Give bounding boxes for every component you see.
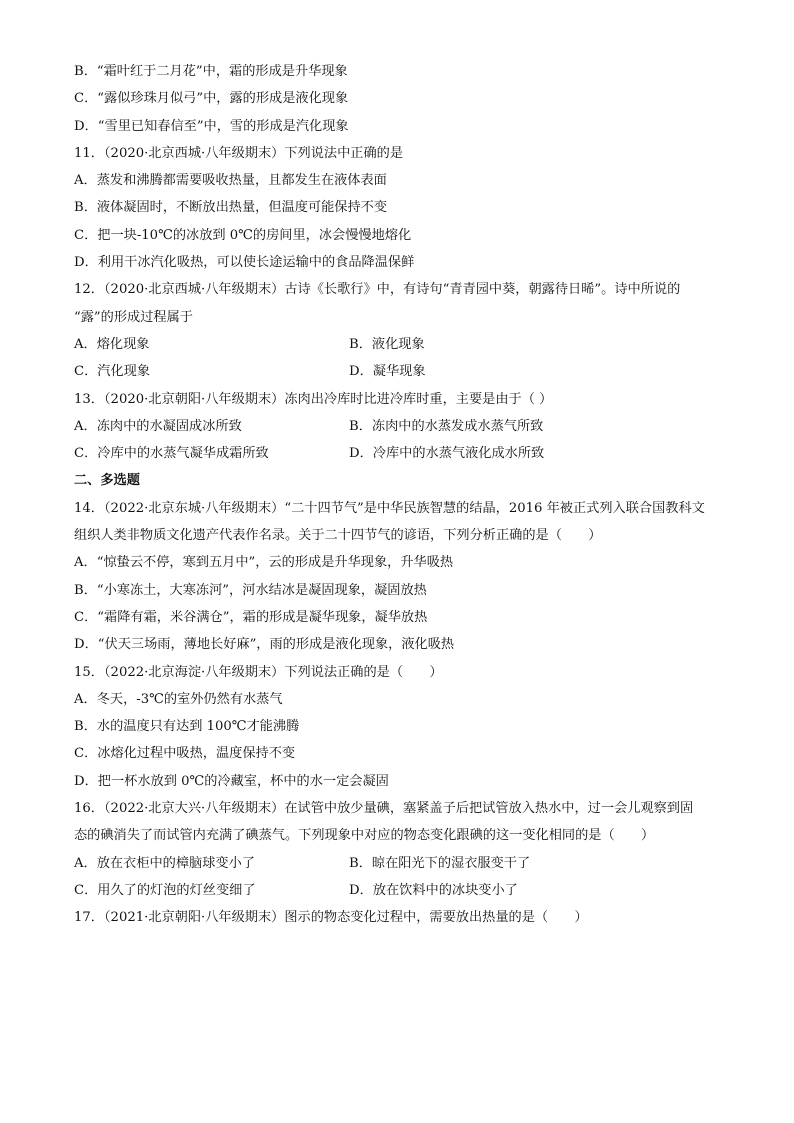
q11-option-d: D．利用干冰汽化吸热，可以使长途运输中的食品降温保鲜	[74, 255, 415, 271]
q12-option-c: C．汽化现象	[74, 364, 151, 380]
q15-option-d: D．把一杯水放到 0℃的冷藏室，杯中的水一定会凝固	[74, 773, 389, 789]
q13-option-d: D．冷库中的水蒸气液化成水所致	[349, 446, 545, 462]
q15-option-c: C．冰熔化过程中吸热，温度保持不变	[74, 746, 296, 762]
q16-option-c: C．用久了的灯泡的灯丝变细了	[74, 882, 256, 898]
q16-option-b: B．晾在阳光下的湿衣服变干了	[349, 855, 531, 871]
q12-options-row2	[74, 358, 734, 385]
q16-stem-line1: 16．（2022·北京大兴·八年级期末）在试管中放少量碘，塞紧盖子后把试管放入热水中，过一会儿观察到固	[74, 801, 694, 817]
q12-stem-line1: 12．（2020·北京西城·八年级期末）古诗《长歌行》中，有诗句“青青园中葵，朝露待日晞”。诗中所说的	[74, 282, 681, 298]
q13-option-a: A．冻肉中的水凝固成冰所致	[74, 418, 242, 434]
q11-option-c: C．把一块-10℃的冰放到 0℃的房间里，冰会慢慢地熔化	[74, 227, 412, 243]
q12-options-row1	[74, 331, 734, 358]
q10-option-d: D．“雪里已知春信至”中，雪的形成是汽化现象	[74, 118, 349, 134]
q14-option-b: B．“小寒冻土，大寒冻河”，河水结冰是凝固现象，凝固放热	[74, 582, 427, 598]
q16-options-row2	[74, 877, 734, 904]
q14-option-a: A．“惊蛰云不停，寒到五月中”，云的形成是升华现象，升华吸热	[74, 555, 454, 571]
q13-option-b: B．冻肉中的水蒸发成水蒸气所致	[349, 418, 544, 434]
q13-stem: 13．（2020·北京朝阳·八年级期末）冻肉出冷库时比进冷库时重，主要是由于（ ）	[74, 391, 553, 407]
q12-stem-line2: “露”的形成过程属于	[74, 309, 193, 325]
q15-option-b: B．水的温度只有达到 100℃才能沸腾	[74, 719, 300, 735]
q14-option-d: D．“伏天三场雨，薄地长好麻”，雨的形成是液化现象，液化吸热	[74, 637, 455, 653]
q16-option-d: D．放在饮料中的冰块变小了	[349, 882, 518, 898]
q15-option-a: A．冬天，-3℃的室外仍然有水蒸气	[74, 691, 283, 707]
q10-option-b: B．“霜叶红于二月花”中，霜的形成是升华现象	[74, 64, 348, 79]
q11-option-a: A．蒸发和沸腾都需要吸收热量，且都发生在液体表面	[74, 173, 387, 189]
q16-options-row1	[74, 850, 734, 877]
q13-options-row2	[74, 440, 734, 467]
q16-option-a: A．放在衣柜中的樟脑球变小了	[74, 855, 255, 871]
q12-option-b: B．液化现象	[349, 336, 425, 352]
q15-stem: 15．（2022·北京海淀·八年级期末）下列说法正确的是（ ）	[74, 664, 443, 680]
q13-option-c: C．冷库中的水蒸气凝华成霜所致	[74, 446, 269, 462]
q16-stem-line2: 态的碘消失了而试管内充满了碘蒸气。下列现象中对应的物态变化跟碘的这一变化相同的是（ ）	[74, 828, 655, 844]
section-title: 二、多选题	[74, 473, 140, 489]
worksheet-page	[74, 58, 734, 932]
q14-stem-line1: 14．（2022·北京东城·八年级期末）“二十四节气”是中华民族智慧的结晶，2016 年被正式列入联合国教科文	[74, 500, 705, 516]
q11-option-b: B．液体凝固时，不断放出热量，但温度可能保持不变	[74, 200, 388, 216]
q17-stem: 17．（2021·北京朝阳·八年级期末）图示的物态变化过程中，需要放出热量的是（ ）	[74, 910, 588, 926]
q12-option-a: A．熔化现象	[74, 336, 150, 352]
q11-stem: 11．（2020·北京西城·八年级期末）下列说法中正确的是	[74, 145, 404, 161]
q14-stem-line2: 组织人类非物质文化遗产代表作名录。关于二十四节气的谚语，下列分析正确的是（ ）	[74, 528, 602, 544]
q14-option-c: C．“霜降有霜，米谷满仓”，霜的形成是凝华现象，凝华放热	[74, 609, 428, 625]
q12-option-d: D．凝华现象	[349, 364, 426, 380]
q13-options-row1	[74, 413, 734, 440]
q10-option-c: C．“露似珍珠月似弓”中，露的形成是液化现象	[74, 91, 349, 107]
